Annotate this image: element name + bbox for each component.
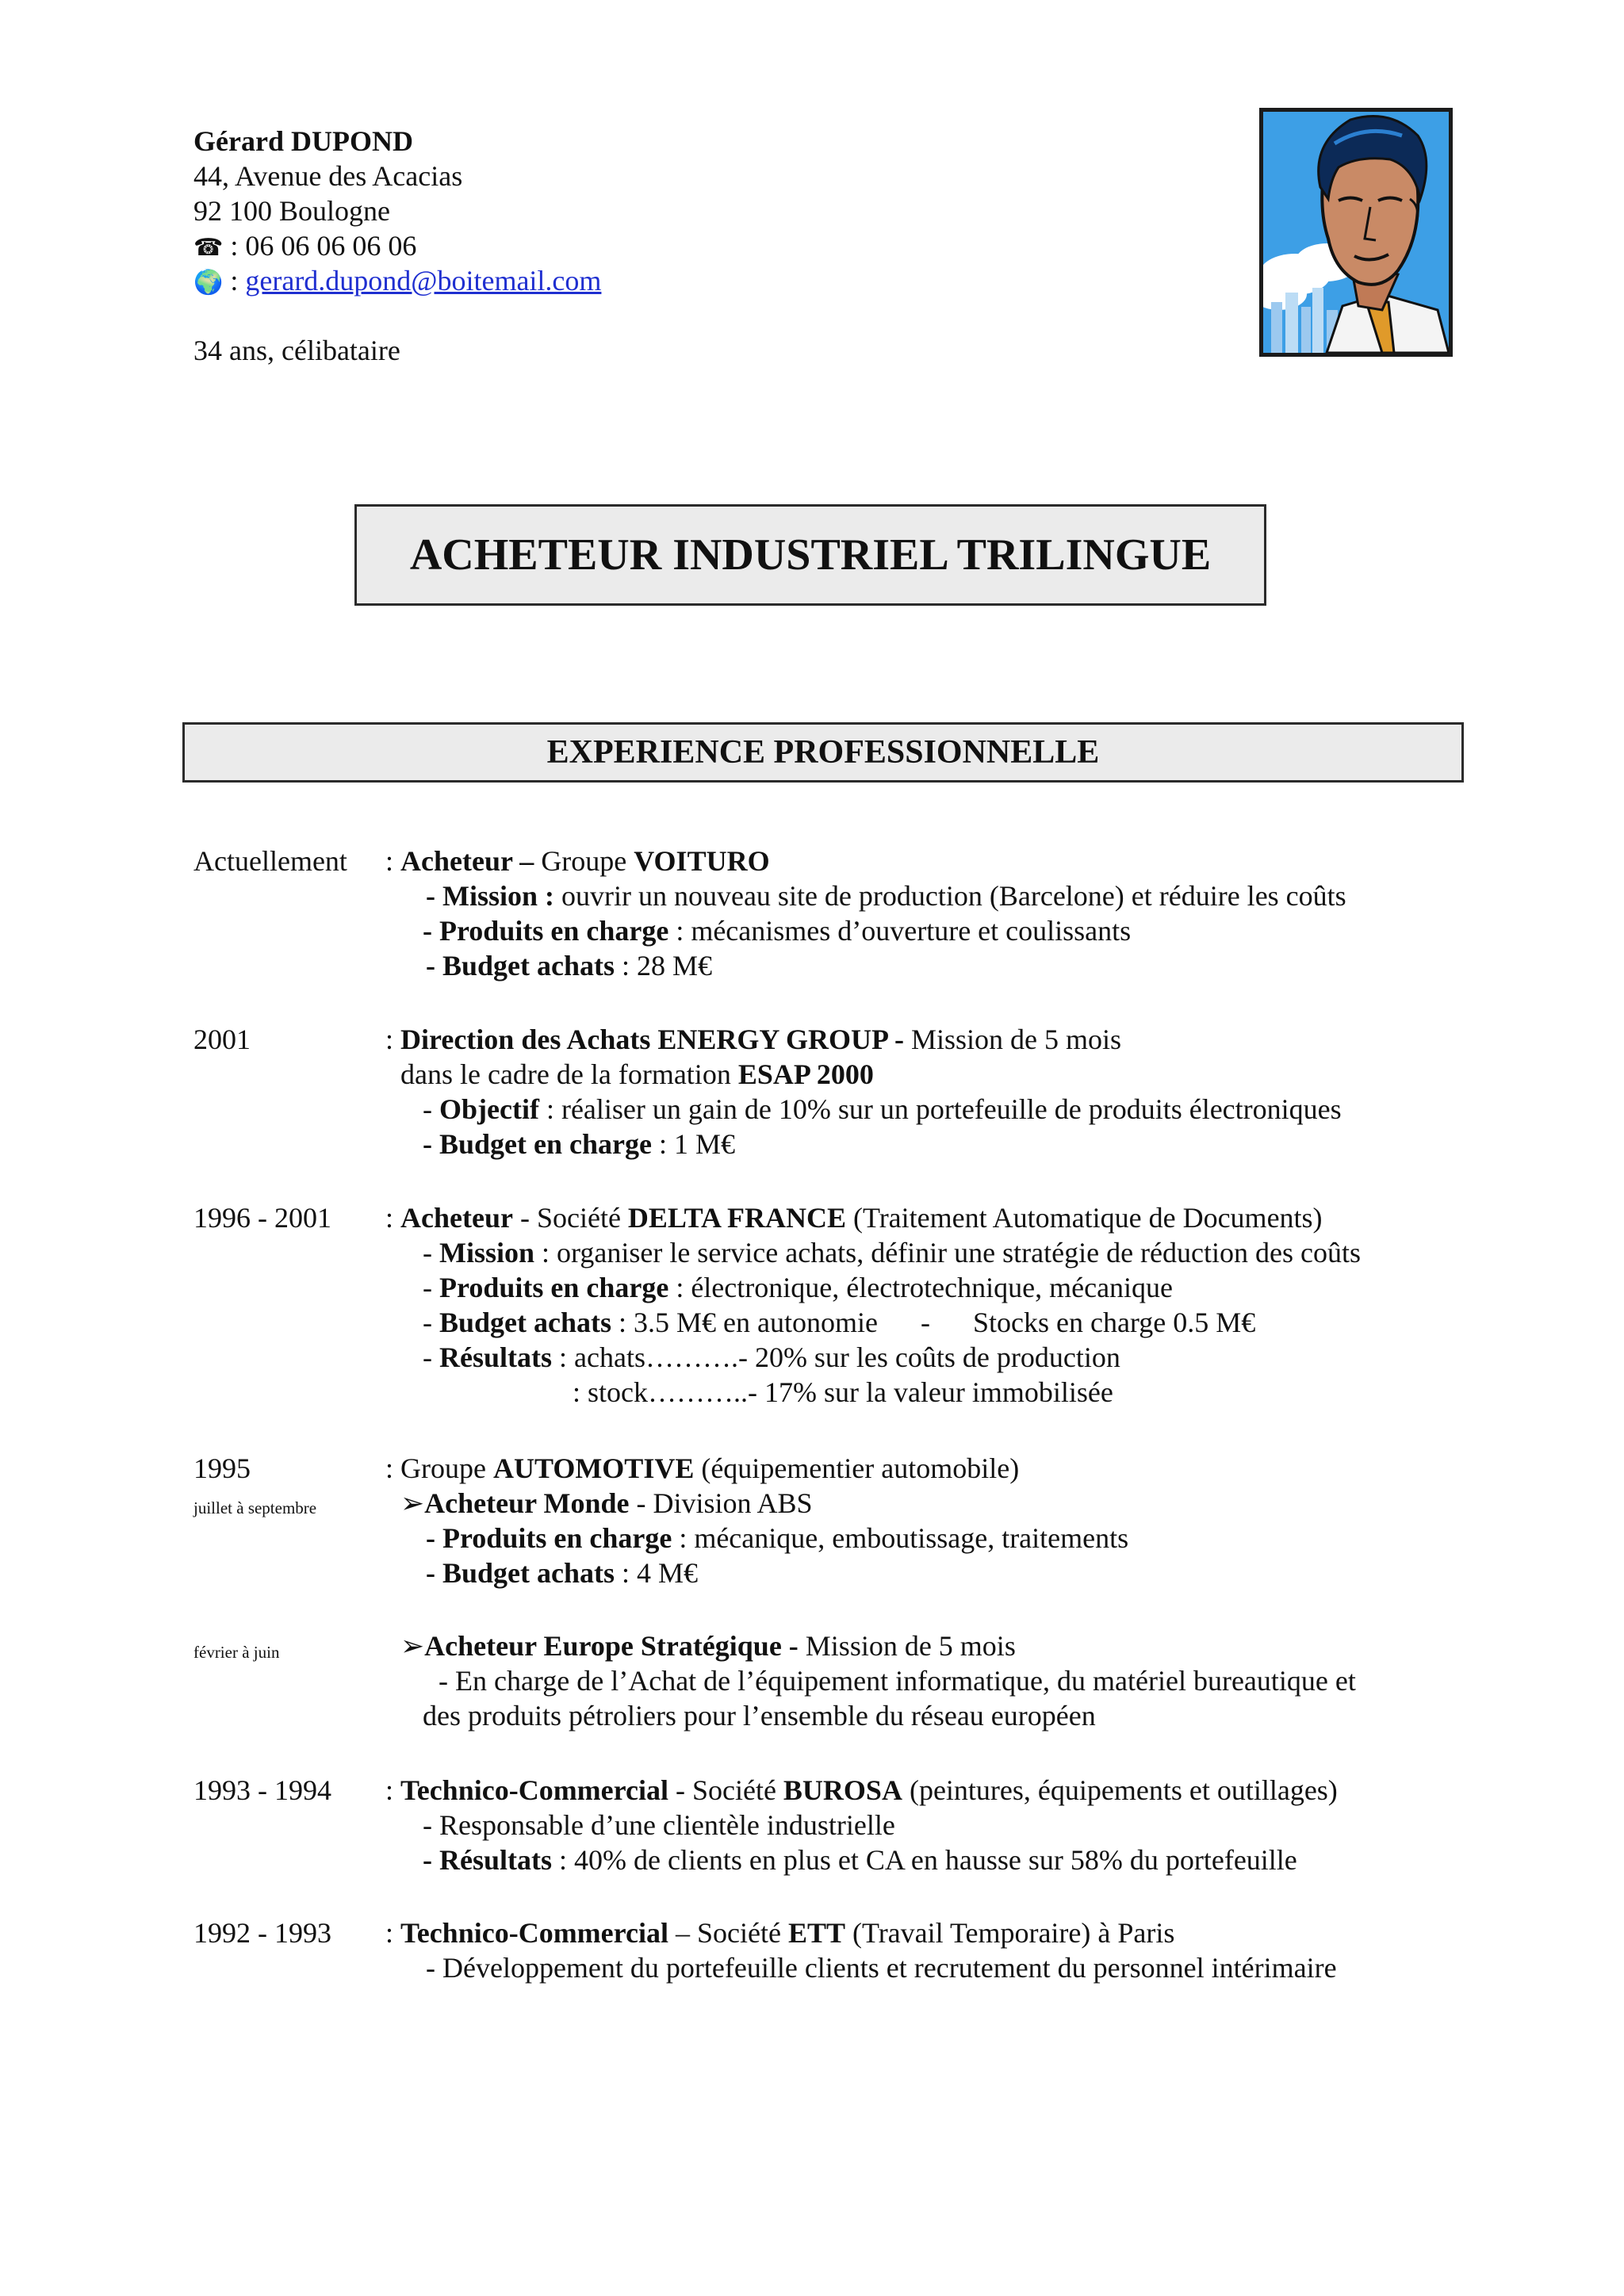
experience-detail: - Développement du portefeuille clients et recrutement du personnel intérimaire <box>426 1952 1337 1984</box>
experience-detail: - Résultats : achats……….- 20% sur les coûts de production <box>423 1341 1120 1373</box>
experience-period: 2001 <box>193 1024 251 1055</box>
experience-heading: : Direction des Achats ENERGY GROUP - Mission de 5 mois <box>385 1024 1122 1055</box>
experience-period: 1995 <box>193 1452 251 1484</box>
experience-detail: : stock………..- 17% sur la valeur immobilisée <box>573 1376 1113 1408</box>
experience-detail: - Mission : ouvrir un nouveau site de production (Barcelone) et réduire les coûts <box>426 880 1346 912</box>
man-portrait-clipart-icon <box>1259 108 1453 357</box>
experience-period: 1993 - 1994 <box>193 1774 331 1806</box>
experience-detail: - Budget achats : 28 M€ <box>426 950 713 982</box>
experience-detail: - Budget en charge : 1 M€ <box>423 1128 735 1160</box>
experience-period: 1992 - 1993 <box>193 1917 331 1949</box>
experience-detail: - Responsable d’une clientèle industrielle <box>423 1809 895 1841</box>
address-line-2: 92 100 Boulogne <box>193 195 390 227</box>
arrow-bullet-icon: ➢ <box>400 1630 425 1662</box>
phone-line <box>193 228 416 263</box>
experience-detail: - Produits en charge : mécanismes d’ouverture et coulissants <box>423 915 1132 947</box>
experience-heading: : Technico-Commercial – Société ETT (Travail Temporaire) à Paris <box>385 1917 1175 1949</box>
personal-info: 34 ans, célibataire <box>193 335 400 366</box>
experience-detail: - Budget achats : 3.5 M€ en autonomie - Stocks en charge 0.5 M€ <box>423 1307 1256 1338</box>
section-header-experience: EXPERIENCE PROFESSIONNELLE <box>182 722 1464 783</box>
experience-detail: - En charge de l’Achat de l’équipement informatique, du matériel bureautique et <box>439 1665 1356 1697</box>
experience-subperiod: juillet à septembre <box>193 1498 317 1517</box>
email-link[interactable]: gerard.dupond@boitemail.com <box>245 265 602 297</box>
job-title: ACHETEUR INDUSTRIEL TRILINGUE <box>354 504 1266 606</box>
experience-heading: : Acheteur - Société DELTA FRANCE (Traitement Automatique de Documents) <box>385 1202 1323 1234</box>
experience-heading-cont: dans le cadre de la formation ESAP 2000 <box>400 1058 874 1090</box>
experience-heading: : Acheteur – Groupe VOITURO <box>385 845 770 877</box>
globe-icon: 🌍 <box>193 270 224 296</box>
address-line-1: 44, Avenue des Acacias <box>193 160 463 192</box>
experience-detail: - Résultats : 40% de clients en plus et CA en hausse sur 58% du portefeuille <box>423 1844 1297 1876</box>
phone-number: : 06 06 06 06 06 <box>223 230 417 262</box>
experience-role: ➢Acheteur Monde - Division ABS <box>400 1487 813 1519</box>
experience-detail: - Produits en charge : électronique, électrotechnique, mécanique <box>423 1272 1174 1303</box>
experience-heading: : Technico-Commercial - Société BUROSA (peintures, équipements et outillages) <box>385 1774 1338 1806</box>
experience-detail: - Produits en charge : mécanique, emboutissage, traitements <box>426 1522 1129 1554</box>
experience-detail: des produits pétroliers pour l’ensemble du réseau européen <box>423 1700 1096 1732</box>
experience-detail: - Budget achats : 4 M€ <box>426 1557 699 1589</box>
experience-subperiod: février à juin <box>193 1643 280 1662</box>
experience-period: 1996 - 2001 <box>193 1202 331 1234</box>
candidate-name: Gérard DUPOND <box>193 125 413 157</box>
experience-period: Actuellement <box>193 845 347 877</box>
phone-icon: ☎ <box>193 235 224 261</box>
experience-role: ➢Acheteur Europe Stratégique - Mission de 5 mois <box>400 1630 1016 1662</box>
email-line: 🌍 : gerard.dupond@boitemail.com <box>193 265 602 297</box>
experience-heading: : Groupe AUTOMOTIVE (équipementier automobile) <box>385 1452 1020 1484</box>
arrow-bullet-icon: ➢ <box>400 1487 425 1519</box>
experience-detail: - Objectif : réaliser un gain de 10% sur un portefeuille de produits électroniques <box>423 1093 1342 1125</box>
experience-detail: - Mission : organiser le service achats, définir une stratégie de réduction des coûts <box>423 1237 1361 1269</box>
